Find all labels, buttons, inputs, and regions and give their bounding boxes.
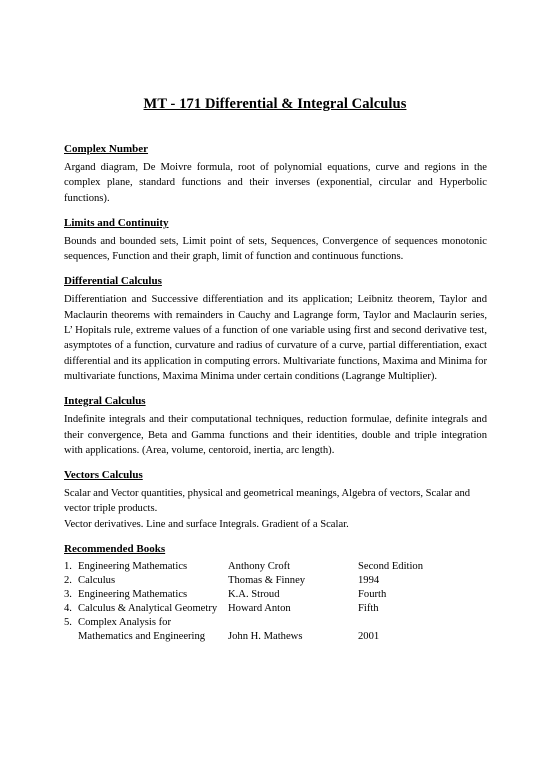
- book-edition: Fifth: [358, 603, 379, 615]
- table-row: [64, 574, 487, 588]
- book-edition: 1994: [358, 575, 380, 587]
- table-row: [64, 602, 487, 616]
- section-heading: Differential Calculus: [64, 275, 162, 288]
- section-integral: [64, 394, 487, 458]
- book-title: Calculus & Analytical Geometry: [78, 603, 218, 615]
- section-text: Argand diagram, De Moivre formula, root of polynomial equations, curve and regions in the complex plane, standard functions and their inverses (exponential, circular and Hyperbolic functions).: [64, 162, 487, 204]
- book-author: [228, 616, 358, 630]
- document-title: MT - 171 Differential & Integral Calculus: [143, 96, 407, 112]
- book-number: [64, 630, 78, 644]
- book-author: Thomas & Finney: [228, 575, 306, 587]
- section-heading: Limits and Continuity: [64, 216, 169, 229]
- section-limits: [64, 216, 487, 265]
- book-author: Howard Anton: [228, 603, 291, 615]
- section-heading: Recommended Books: [64, 543, 166, 556]
- section-books: [64, 542, 487, 644]
- section-vectors: [64, 468, 487, 532]
- book-author: K.A. Stroud: [228, 589, 280, 601]
- book-title: Engineering Mathematics: [78, 589, 188, 601]
- table-row: [64, 616, 487, 630]
- section-text: Scalar and Vector quantities, physical and geometrical meanings, Algebra of vectors, Scalar and vector triple products.: [64, 488, 471, 515]
- section-text: Differentiation and Successive differentiation and its application; Leibnitz theorem, Taylor and Maclaurin theorems with remainders in Cauchy and Lagrange form, Taylor and Maclaurin series, L’ Hopitals rule, extreme values of a function of one variable using first and second derivative test, asymptotes of a function, curvature and radius of curvature of a curve, partial differentiation, exact differential and its application in computing errors. Multivariate functions, Maxima and Minima for multivariate functions, Maxima Minima under certain conditions (Lagrange Multiplier).: [64, 294, 487, 382]
- book-edition: [358, 616, 487, 630]
- section-text: Vector derivatives. Line and surface Integrals. Gradient of a Scalar.: [64, 518, 349, 530]
- table-row: [64, 630, 487, 644]
- book-edition: Fourth: [358, 589, 387, 601]
- book-number: 4.: [64, 603, 72, 615]
- book-number: 1.: [64, 561, 72, 573]
- table-row: [64, 560, 487, 574]
- section-text: Indefinite integrals and their computational techniques, reduction formulae, definite integrals and their convergence, Beta and Gamma functions and their identities, double and triple integration with applications. (Area, volume, centoroid, inertia, arc length).: [64, 414, 487, 456]
- section-heading: Integral Calculus: [64, 395, 146, 408]
- book-edition: Second Edition: [358, 561, 424, 573]
- table-row: [64, 588, 487, 602]
- book-author: John H. Mathews: [228, 631, 303, 643]
- book-number: 3.: [64, 589, 72, 601]
- section-complex-number: [64, 142, 487, 206]
- book-title: Mathematics and Engineering: [78, 631, 206, 643]
- document-body: [64, 142, 487, 654]
- section-heading: Complex Number: [64, 143, 149, 155]
- section-differential: [64, 274, 487, 384]
- section-text: Bounds and bounded sets, Limit point of sets, Sequences, Convergence of sequences monotonic sequences, Function and their graph, limit of function and continuous functions.: [64, 235, 487, 263]
- book-title: Complex Analysis for: [78, 617, 171, 629]
- books-table: [64, 560, 487, 644]
- book-title: Engineering Mathematics: [78, 561, 188, 573]
- section-heading: Vectors Calculus: [64, 469, 143, 482]
- book-title: Calculus: [78, 575, 116, 587]
- book-number: 5.: [64, 617, 72, 629]
- book-edition: 2001: [358, 631, 380, 643]
- book-author: Anthony Croft: [228, 561, 291, 573]
- book-number: 2.: [64, 575, 72, 587]
